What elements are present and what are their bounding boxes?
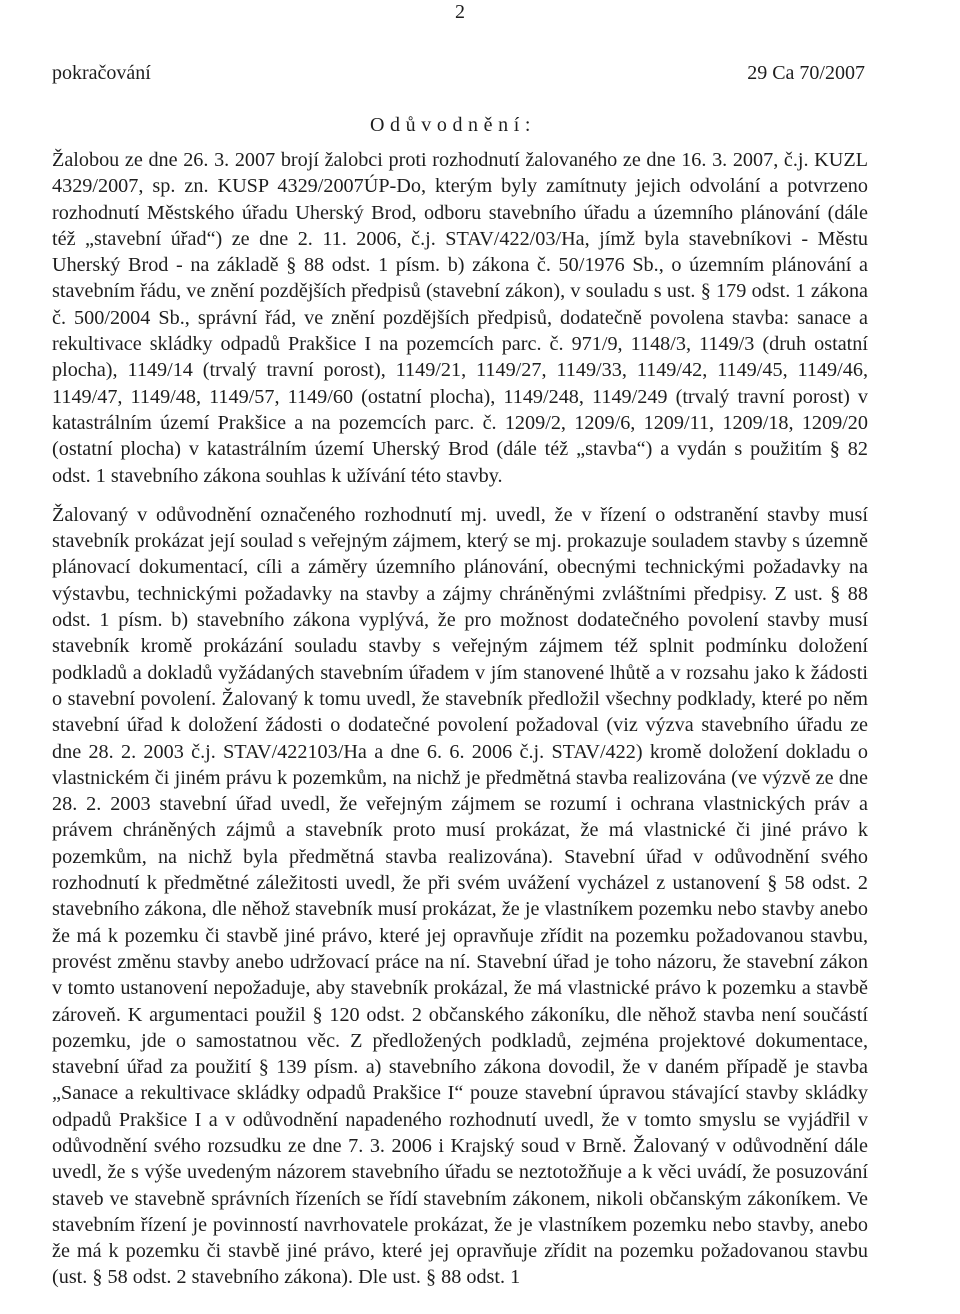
case-number: 29 Ca 70/2007	[747, 62, 865, 84]
page-number: 2	[455, 1, 465, 23]
paragraph-lawsuit-summary: Žalobou ze dne 26. 3. 2007 brojí žalobci proti rozhodnutí žalovaného ze dne 16. 3. 2007, č.j. KUZL 4329/2007, sp. zn. KUSP 4329/2007ÚP-Do, kterým byly zamítnuty jejich odvolání a potvrzeno rozhodnutí Městského úřadu Uherský Brod, odboru stavebního úřadu a územního plánování (dále též „stavební úřad“) ze dne 2. 11. 2006, č.j. STAV/422/03/Ha, jímž byla stavebníkovi - Městu Uherský Brod - na základě § 88 odst. 1 písm. b) zákona č. 50/1976 Sb., o územním plánování a stavebním řádu, ve znění pozdějších předpisů (stavební zákon), v souladu s ust. § 179 odst. 1 zákona č. 500/2004 Sb., správní řád, ve znění pozdějších předpisů, dodatečně povolena stavba: sanace a rekultivace skládky odpadů Prakšice I na pozemcích parc. č. 971/9, 1148/3, 1149/3 (druh ostatní plocha), 1149/14 (trvalý travní porost), 1149/21, 1149/27, 1149/33, 1149/42, 1149/45, 1149/46, 1149/47, 1149/48, 1149/57, 1149/60 (ostatní plocha), 1149/248, 1149/249 (trvalý travní porost) v katastrálním území Prakšice a na pozemcích parc. č. 1209/2, 1209/6, 1209/11, 1209/18, 1209/20 (ostatní plocha) v katastrálním území Uherský Brod (dále též „stavba“) a vydán s použitím § 82 odst. 1 stavebního zákona souhlas k užívání této stavby.	[52, 149, 868, 487]
paragraph-defendant-reasoning: Žalovaný v odůvodnění označeného rozhodnutí mj. uvedl, že v řízení o odstranění stavby musí stavebník prokázat její soulad s veřejným zájmem, který se mj. prokazuje souladem stavby s územně plánovací dokumentací, cíli a záměry územního plánování, obecnými technickými požadavky na výstavbu, technickými požadavky na stavby a zájmy chráněnými zvláštními předpisy. Z ust. § 88 odst. 1 písm. b) stavebního zákona vyplývá, že pro možnost dodatečného povolení stavby musí stavebník kromě prokázání souladu stavby s veřejným zájmem též splnit podmínku doložení podkladů a dokladů vyžádaných stavebním úřadem v jím stanovené lhůtě a v rozsahu jako k žádosti o stavební povolení. Žalovaný k tomu uvedl, že stavebník předložil všechny podklady, které po něm stavební úřad k doložení žádosti o dodatečné povolení požadoval (viz výzva stavebního úřadu ze dne 28. 2. 2003 č.j. STAV/422103/Ha a dne 6. 6. 2006 č.j. STAV/422) kromě doložení dokladu o vlastnickém či jiném právu k pozemkům, na nichž je předmětná stavba realizována (ve výzvě ze dne 28. 2. 2003 stavební úřad uvedl, že veřejným zájmem se rozumí i ochrana vlastnických práv a právem chráněných zájmů a stavebník proto musí prokázat, že má vlastnické či jiné právo k pozemkům, na nichž byla předmětná stavba realizována). Stavební úřad v odůvodnění svého rozhodnutí k předmětné záležitosti uvedl, že při svém uvážení vycházel z ustanovení § 58 odst. 2 stavebního zákona, dle něhož stavebník musí prokázat, že je vlastníkem pozemku nebo stavby anebo že má k pozemku či stavbě jiné právo, které jej opravňuje zřídit na pozemku požadovanou stavbu, provést změnu stavby anebo udržovací práce na ní. Stavební úřad je toho názoru, že stavební zákon v tomto ustanovení nepožaduje, aby stavebník prokázal, že má vlastnické právo k pozemku a stavbě zároveň. K argumentaci použil § 120 odst. 2 občanského zákoníku, dle něhož stavba není součástí pozemku, jde o samostatnou věc. Z předložených podkladů, zejména projektové dokumentace, stavební úřad za použití § 139 písm. a) stavebního zákona dovodil, že v daném případě je stavba „Sanace a rekultivace skládky odpadů Prakšice I“ pouze stavební úpravou stávající stavby skládky odpadů Prakšice I a v odůvodnění napadeného rozhodnutí uvedl, že v tomto smyslu se vyjádřil v odůvodnění svého rozsudku ze dne 7. 3. 2006 i Krajský soud v Brně. Žalovaný v odůvodnění dále uvedl, že s výše uvedeným názorem stavebního úřadu se neztotožňuje a k věci uvádí, že posuzování staveb ve stavebně správních řízeních se řídí stavebním zákonem, nikoli občanským zákoníkem. Ve stavebním řízení je povinností navrhovatele prokázat, že je vlastníkem pozemku nebo stavby, anebo že má k pozemku či stavbě jiné právo, které jej opravňuje zřídit na pozemku požadovanou stavbu (ust. § 58 odst. 2 stavebního zákona). Dle ust. § 88 odst. 1	[52, 503, 868, 1289]
document-body	[52, 147, 868, 1291]
continuation-label: pokračování	[52, 62, 151, 84]
section-heading: Odůvodnění:	[370, 114, 537, 136]
